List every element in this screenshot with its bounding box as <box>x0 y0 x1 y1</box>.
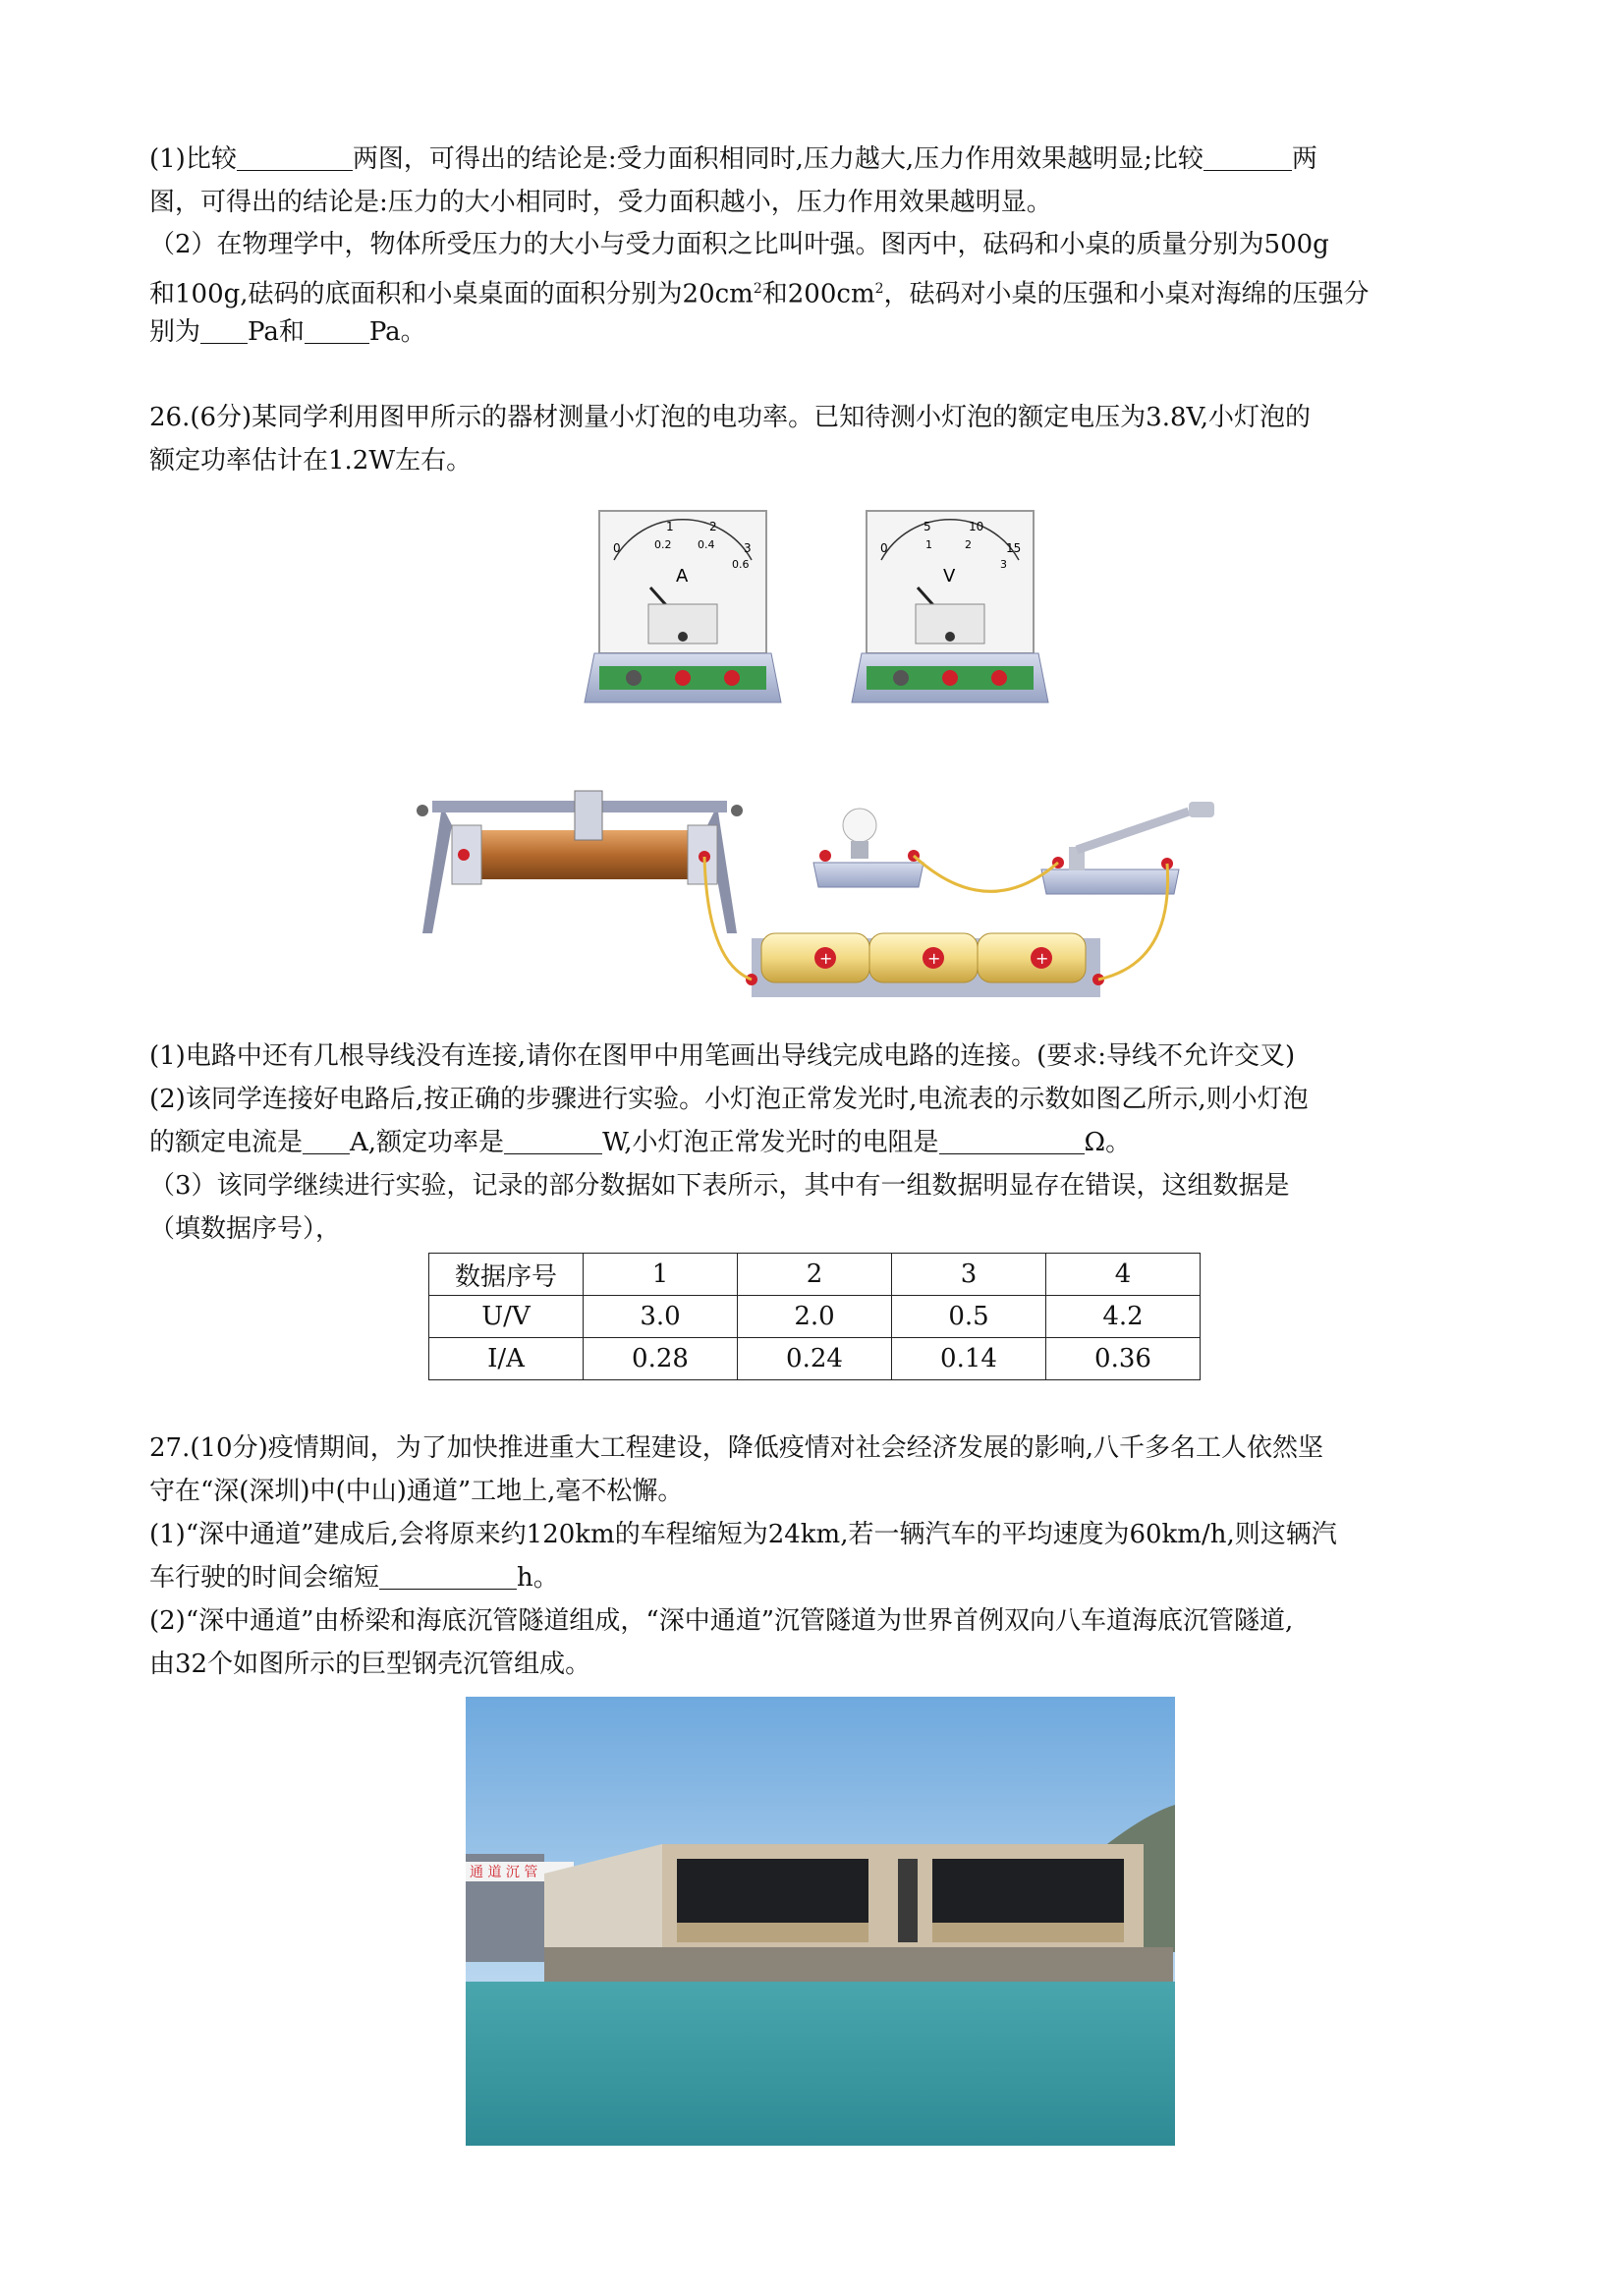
terminal-neg[interactable] <box>893 670 909 686</box>
voltmeter-tick-label: 5 <box>923 520 931 533</box>
voltmeter-tick-label: 3 <box>1000 558 1007 571</box>
table-cell: 4.2 <box>1046 1296 1201 1338</box>
switch-handle[interactable] <box>1189 802 1214 817</box>
q27-intro-1: 27.(10分)疫情期间，为了加快推进重大工程建设，降低疫情对社会经济发展的影响,八千多名工人依然坚 <box>149 1433 1323 1463</box>
ammeter-tick-label: 2 <box>709 520 717 533</box>
answer-blank[interactable] <box>504 1124 602 1154</box>
table-row <box>429 1338 1201 1380</box>
sliding-rheostat <box>417 791 743 933</box>
q25-line-4: 和100g,砝码的底面积和小桌桌面的面积分别为$20cm^2$和$200cm^2$，砝码对小桌的压强和小桌对海绵的压强分 <box>149 279 1370 309</box>
ammeter-symbol: A <box>676 566 689 587</box>
table-header-cell: 4 <box>1046 1254 1201 1296</box>
switch <box>1041 802 1214 894</box>
voltmeter <box>852 511 1048 702</box>
circuit-figure <box>413 501 1218 1012</box>
table-header-row <box>429 1254 1201 1296</box>
table-cell: 0.28 <box>584 1338 738 1380</box>
answer-blank[interactable] <box>303 1124 350 1154</box>
table-cell: 3.0 <box>584 1296 738 1338</box>
table-cell: U/V <box>429 1296 584 1338</box>
answer-blank[interactable] <box>200 313 248 344</box>
answer-blank[interactable] <box>237 140 353 171</box>
terminal-15[interactable] <box>991 670 1007 686</box>
table-header-cell: 数据序号 <box>429 1254 584 1296</box>
site-sign: 通 道 沉 管 <box>470 1865 538 1880</box>
table-cell: 2.0 <box>738 1296 892 1338</box>
q26-sub-1: (1)电路中还有几根导线没有连接,请你在图甲中用笔画出导线完成电路的连接。(要求:导线不允许交叉) <box>149 1041 1296 1071</box>
q25-line-1: (1)比较 两图，可得出的结论是:受力面积相同时,压力越大,压力作用效果越明显;比较 两 <box>149 138 1485 181</box>
q27-sub-2a: (2)“深中通道”由桥梁和海底沉管隧道组成，“深中通道”沉管隧道为世界首例双向八车道海底沉管隧道, <box>149 1606 1294 1636</box>
svg-text:+: + <box>1035 949 1049 968</box>
voltmeter-symbol: V <box>943 566 956 587</box>
terminal-3[interactable] <box>942 670 958 686</box>
q27-sub-1b: 车行驶的时间会缩短 h。 <box>149 1556 1485 1599</box>
table-row <box>429 1296 1201 1338</box>
table-header-cell: 1 <box>584 1254 738 1296</box>
q26-intro-2: 额定功率估计在1.2W左右。 <box>149 446 473 476</box>
table-cell: I/A <box>429 1338 584 1380</box>
ammeter <box>585 511 781 702</box>
rheostat-slider[interactable] <box>575 791 602 840</box>
q26-sub-3b: （填数据序号）， <box>149 1214 342 1244</box>
immersed-tube-photo <box>466 1697 1175 2146</box>
q25-line-3: （2）在物理学中，物体所受压力的大小与受力面积之比叫叶强。图丙中，砝码和小桌的质量分别为500g <box>149 230 1329 259</box>
q26-sub-2b: 的额定电流是 A,额定功率是 W,小灯泡正常发光时的电阻是 Ω。 <box>149 1121 1485 1164</box>
voltmeter-tick-label: 2 <box>965 538 972 551</box>
table-header-cell: 3 <box>892 1254 1046 1296</box>
table-cell: 0.5 <box>892 1296 1046 1338</box>
table-cell: 0.14 <box>892 1338 1046 1380</box>
terminal-neg[interactable] <box>626 670 642 686</box>
answer-blank[interactable] <box>939 1124 1085 1154</box>
q27-sub-1a: (1)“深中通道”建成后,会将原来约120km的车程缩短为24km,若一辆汽车的平均速度为60km/h,则这辆汽 <box>149 1520 1337 1549</box>
ammeter-tick-label: 0.4 <box>698 538 715 551</box>
q26-sub-2a: (2)该同学连接好电路后,按正确的步骤进行实验。小灯泡正常发光时,电流表的示数如图乙所示,则小灯泡 <box>149 1085 1309 1114</box>
voltmeter-tick-label: 1 <box>925 538 932 551</box>
q25-line-5: 别为 Pa和 Pa。 <box>149 310 1485 354</box>
wire <box>914 856 1058 891</box>
svg-text:+: + <box>819 949 833 968</box>
voltmeter-tick-label: 15 <box>1006 541 1022 555</box>
q27-sub-2b: 由32个如图所示的巨型钢壳沉管组成。 <box>149 1650 591 1679</box>
lamp-terminal[interactable] <box>819 850 831 862</box>
q25-line-2: 图，可得出的结论是:压力的大小相同时，受力面积越小，压力作用效果越明显。 <box>149 188 1052 217</box>
q26-sub-3a: （3）该同学继续进行实验，记录的部分数据如下表所示，其中有一组数据明显存在错误，这组数据是 <box>149 1171 1290 1201</box>
ammeter-tick-label: 0.2 <box>654 538 672 551</box>
ammeter-tick-label: 1 <box>666 520 674 533</box>
rheostat-terminal[interactable] <box>458 849 470 861</box>
voltmeter-tick-label: 10 <box>969 520 984 533</box>
light-bulb <box>813 809 923 887</box>
data-table <box>428 1253 1201 1380</box>
battery-pack <box>746 933 1104 997</box>
answer-blank[interactable] <box>379 1559 517 1590</box>
table-cell: 0.36 <box>1046 1338 1201 1380</box>
answer-blank[interactable] <box>305 313 369 344</box>
table-cell: 0.24 <box>738 1338 892 1380</box>
ammeter-tick-label: 0.6 <box>732 558 750 571</box>
voltmeter-tick-label: 0 <box>880 541 888 555</box>
terminal-0.6[interactable] <box>675 670 691 686</box>
q27-intro-2: 守在“深(深圳)中(中山)通道”工地上,毫不松懈。 <box>149 1477 684 1506</box>
ammeter-tick-label: 3 <box>744 541 752 555</box>
svg-text:+: + <box>927 949 941 968</box>
ammeter-tick-label: 0 <box>613 541 621 555</box>
answer-blank[interactable] <box>1203 140 1292 171</box>
table-header-cell: 2 <box>738 1254 892 1296</box>
q26-intro-1: 26.(6分)某同学利用图甲所示的器材测量小灯泡的电功率。已知待测小灯泡的额定电压为3.8V,小灯泡的 <box>149 403 1312 432</box>
terminal-3[interactable] <box>724 670 740 686</box>
